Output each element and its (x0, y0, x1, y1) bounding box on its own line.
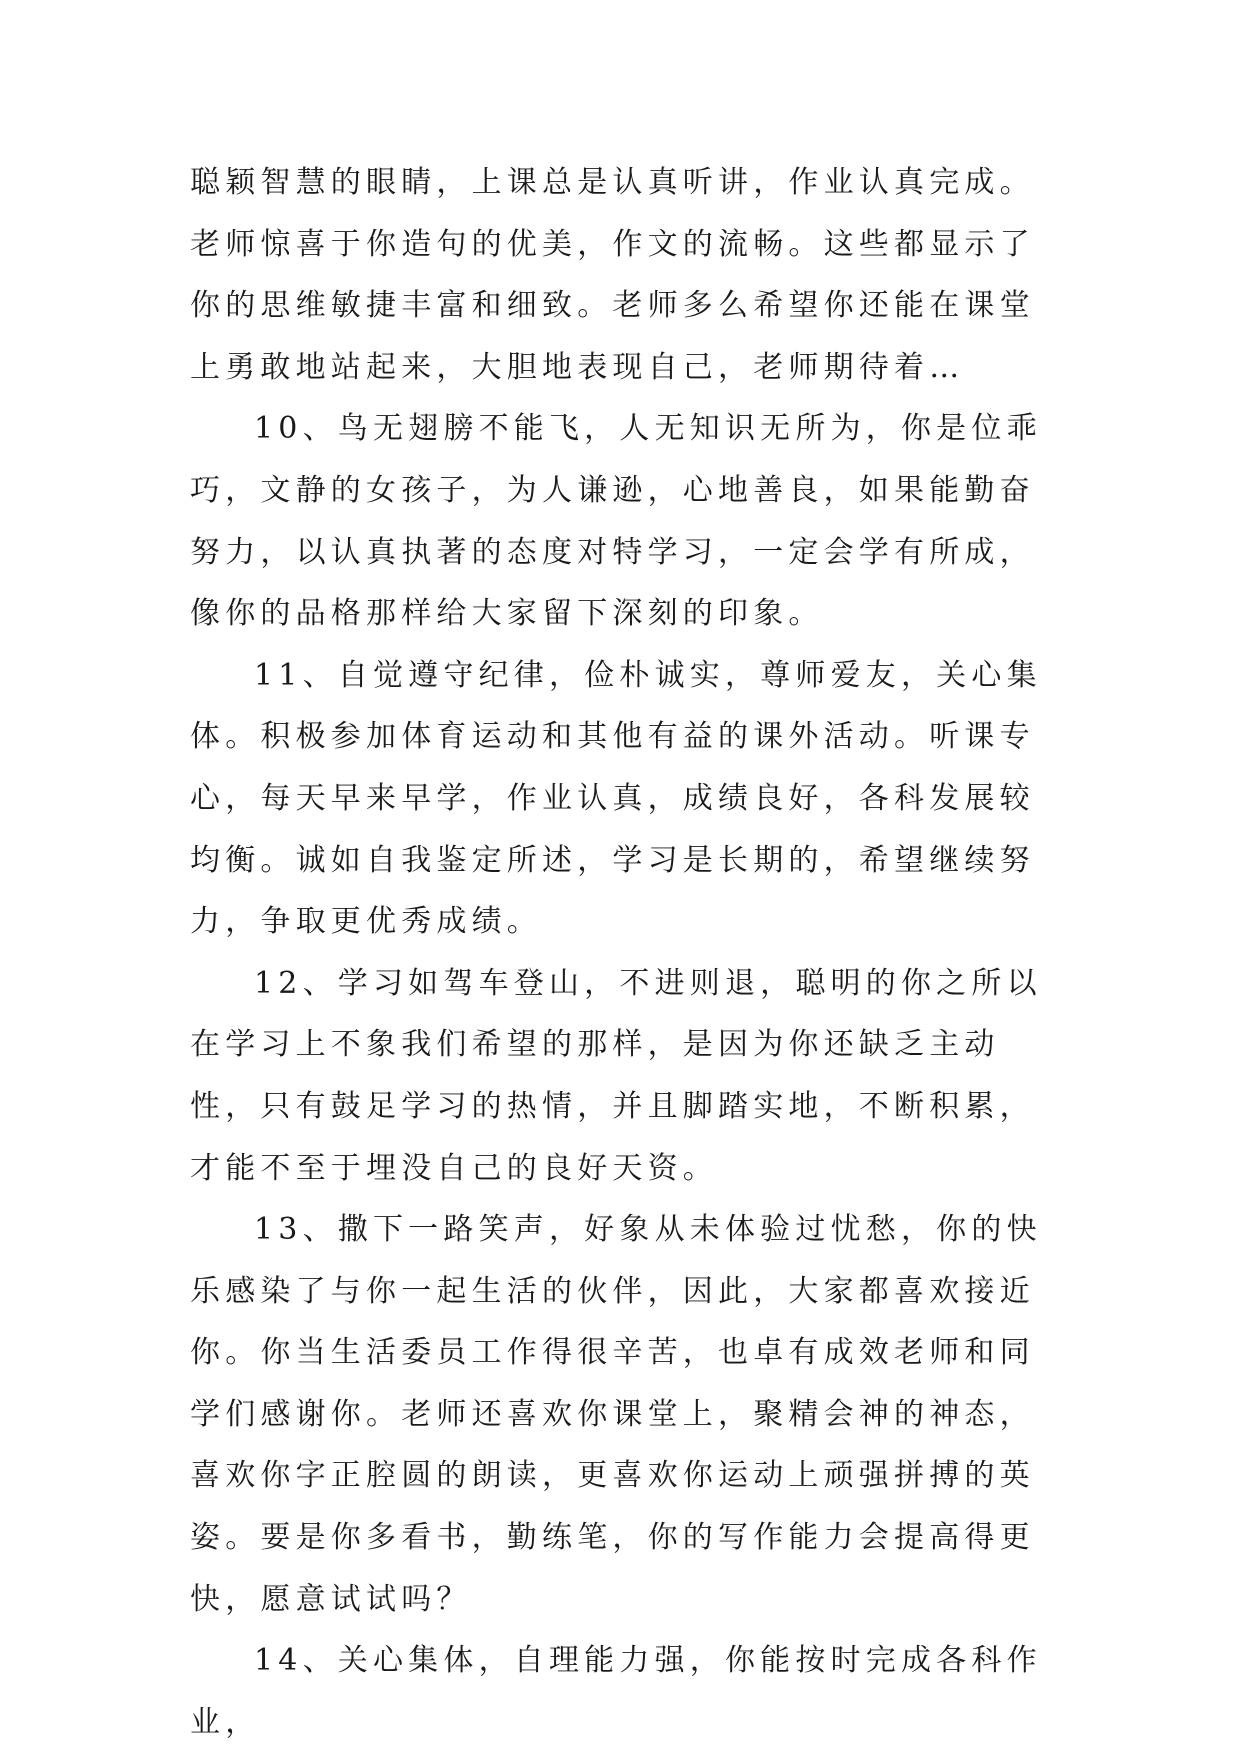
document-body (190, 152, 1068, 1753)
paragraph-10: 10、鸟无翅膀不能飞，人无知识无所为，你是位乖巧，文静的女孩子，为人谦逊，心地善良，如果能勤奋努力，以认真执著的态度对特学习，一定会学有所成，像你的品格那样给大家留下深刻的印象。 (190, 411, 1042, 632)
paragraph-11: 11、自觉遵守纪律，俭朴诚实，尊师爱友，关心集体。积极参加体育运动和其他有益的课外活动。听课专心，每天早来早学，作业认真，成绩良好，各科发展较均衡。诚如自我鉴定所述，学习是长期的，希望继续努力，争取更优秀成绩。 (190, 657, 1042, 940)
paragraph-continued: 聪颖智慧的眼睛，上课总是认真听讲，作业认真完成。老师惊喜于你造句的优美，作文的流畅。这些都显示了你的思维敏捷丰富和细致。老师多么希望你还能在课堂上勇敢地站起来，大胆地表现自己，老师期待着… (190, 165, 1035, 385)
paragraph-13: 13、撒下一路笑声，好象从未体验过忧愁，你的快乐感染了与你一起生活的伙伴，因此，大家都喜欢接近你。你当生活委员工作得很辛苦，也卓有成效老师和同学们感谢你。老师还喜欢你课堂上，聚精会神的神态，喜欢你字正腔圆的朗读，更喜欢你运动上顽强拼搏的英姿。要是你多看书，勤练笔，你的写作能力会提高得更快，愿意试试吗？ (190, 1212, 1042, 1617)
paragraph-12: 12、学习如驾车登山，不进则退，聪明的你之所以在学习上不象我们希望的那样，是因为你还缺乏主动性，只有鼓足学习的热情，并且脚踏实地，不断积累，才能不至于埋没自己的良好天资。 (190, 965, 1042, 1186)
paragraph-14: 14、关心集体，自理能力强，你能按时完成各科作业， (190, 1643, 1042, 1740)
